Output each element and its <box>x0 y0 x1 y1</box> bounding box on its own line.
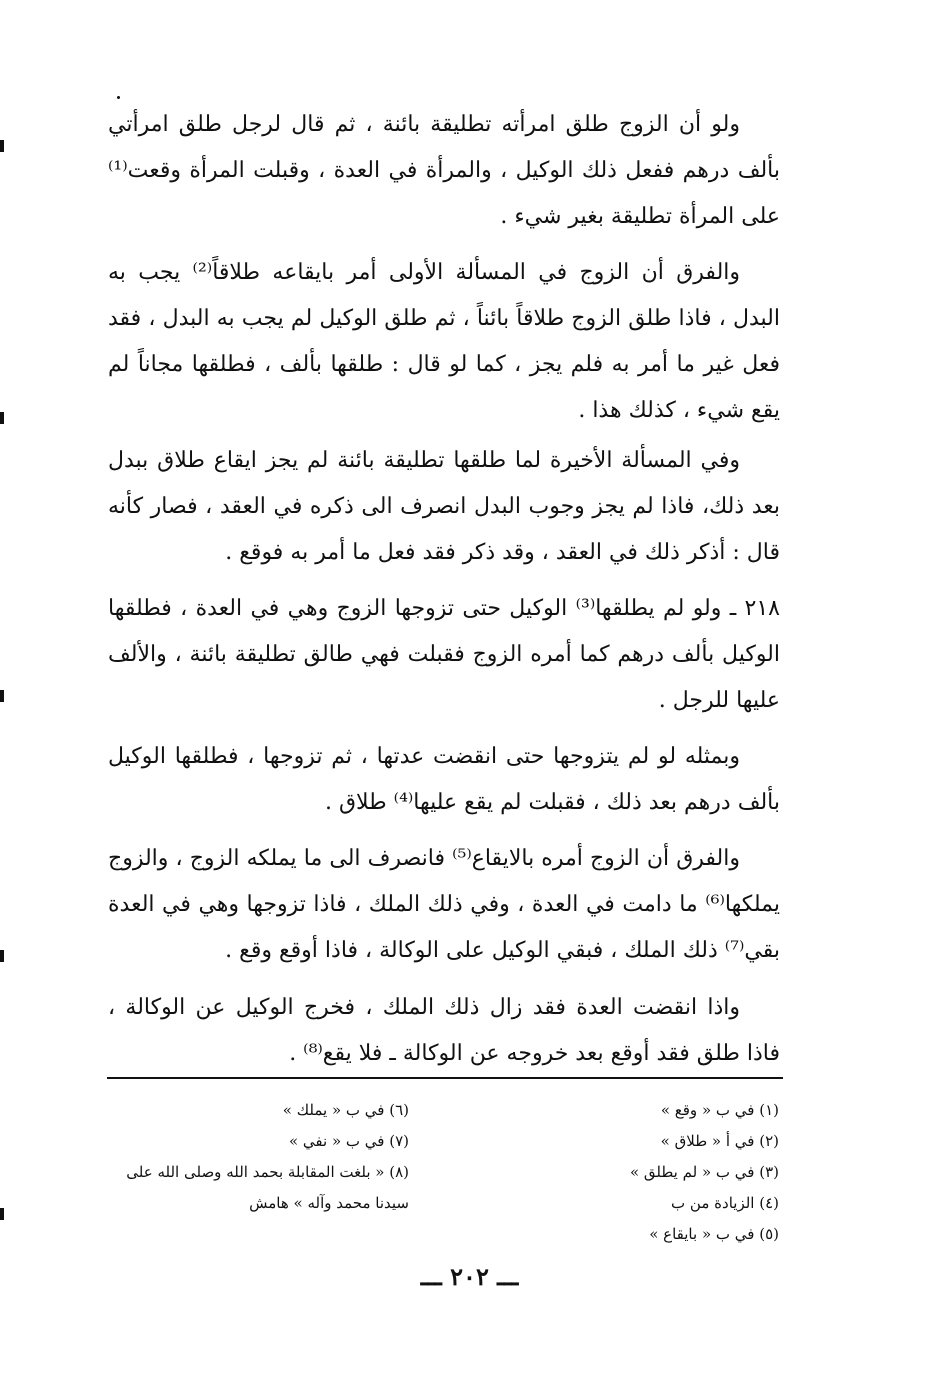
footnote: (٢) في أ « طلاق » <box>660 1132 779 1150</box>
footnote: (٣) في ب « لم يطلق » <box>629 1163 779 1181</box>
page-number: ـــ ٢٠٢ ـــ <box>420 1262 519 1291</box>
paragraph-text: والفرق أن الزوج في المسألة الأولى أمر بايقاعه طلاقاً⁽²⁾ يجب به البدل ، فاذا طلق الزوج طلاقاً بائناً ، ثم طلق الوكيل لم يجب به البدل ، فقد فعل غير ما أمر به فلم يجز ، كما لو قال : طلقها بألف ، فطلقها مجاناً لم يقع شيء ، كذلك هذا . <box>108 260 780 423</box>
binding-mark <box>0 412 4 424</box>
paragraph-text: وفي المسألة الأخيرة لما طلقها تطليقة بائنة لم يجز ايقاع طلاق ببدل بعد ذلك، فاذا لم يجز وجوب البدل انصرف الى ذكره في العقد ، فصار كأنه قال : أذكر ذلك في العقد ، وقد ذكر فقد فعل ما أمر به فوقع . <box>108 448 780 565</box>
scan-speck <box>117 96 120 99</box>
paragraph-text: ٢١٨ ـ ولو لم يطلقها⁽³⁾ الوكيل حتى تزوجها الزوج وهي في العدة ، فطلقها الوكيل بألف درهم كما أمره الزوج فقبلت فهي طالق تطليقة بائنة ، والألف عليها للرجل . <box>108 596 780 713</box>
footnote: (٨) « بلغت المقابلة بحمد الله وصلى الله على سيدنا محمد وآله » هامش <box>126 1163 409 1212</box>
paragraph-text: ولو أن الزوج طلق امرأته تطليقة بائنة ، ثم قال لرجل طلق امرأتي بألف درهم ففعل ذلك الوكيل ، والمرأة في العدة ، وقبلت المرأة وقعت⁽¹⁾ على المرأة تطليقة بغير شيء . <box>108 112 780 229</box>
footnote: (٤) الزيادة من ب <box>671 1194 779 1212</box>
footnotes-right-column <box>549 1095 779 1250</box>
footnote: (٦) في ب « يملك » <box>282 1101 409 1119</box>
footnote: (١) في ب « وقع » <box>660 1101 779 1119</box>
footnote: (٧) في ب « نفي » <box>288 1132 409 1150</box>
paragraph-text: وبمثله لو لم يتزوجها حتى انقضت عدتها ، ثم تزوجها ، فطلقها الوكيل بألف درهم بعد ذلك ، فقبلت لم يقع عليها⁽⁴⁾ طلاق . <box>108 744 780 815</box>
paragraph-3 <box>108 438 780 576</box>
paragraph-1 <box>108 102 780 240</box>
binding-mark <box>0 950 4 962</box>
paragraph-text: والفرق أن الزوج أمره بالايقاع⁽⁵⁾ فانصرف الى ما يملكه الزوج ، والزوج يملكها⁽⁶⁾ ما دامت في العدة ، وفي ذلك الملك ، فاذا تزوجها وهي في العدة بقي⁽⁷⁾ ذلك الملك ، فبقي الوكيل على الوكالة ، فاذا أوقع وقع . <box>108 846 780 963</box>
paragraph-text: واذا انقضت العدة فقد زال ذلك الملك ، فخرج الوكيل عن الوكالة ، فاذا طلق فقد أوقع بعد خروجه عن الوكالة ـ فلا يقع⁽⁸⁾ . <box>108 995 780 1066</box>
paragraph-2 <box>108 250 780 434</box>
footnote: (٥) في ب « بايقاع » <box>649 1225 779 1243</box>
paragraph-5 <box>108 734 780 826</box>
paragraph-4 <box>108 586 780 724</box>
binding-mark <box>0 690 4 702</box>
binding-mark <box>0 1208 4 1220</box>
paragraph-7 <box>108 985 780 1077</box>
footnote-separator <box>107 1077 783 1079</box>
footnotes-left-column <box>89 1095 409 1219</box>
binding-mark <box>0 140 4 152</box>
paragraph-6 <box>108 836 780 974</box>
